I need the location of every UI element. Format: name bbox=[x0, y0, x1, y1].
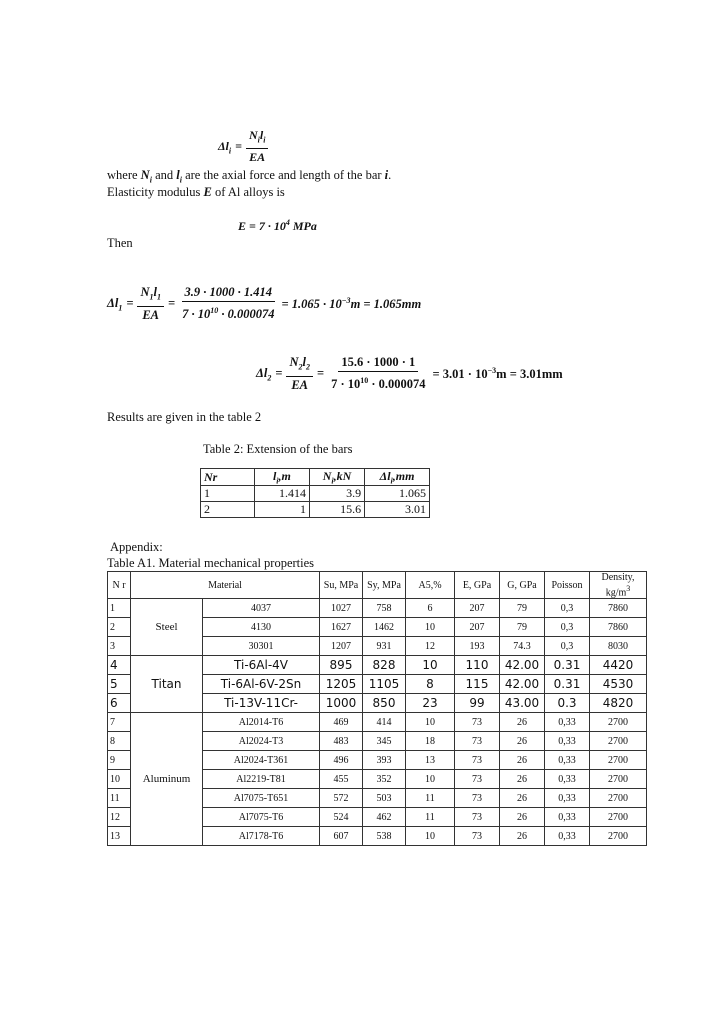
header-e: E, GPa bbox=[455, 572, 500, 599]
eq1-fraction: $\frac{N_il_i}{EA}$ bbox=[246, 128, 268, 165]
formula-elongation bbox=[218, 128, 268, 165]
table-row: 11 Al7075-T651 572 503 11 73 26 0,33 2700 bbox=[108, 789, 647, 808]
formula-delta-l1: $\Delta l_1$ = $\frac{N_1l_1}{EA}$ = $\frac{3.9 \cdot 1000 \cdot 1.414}{7 \cdot 10^{10} \cdot 0.000074}$ = $1.065 \cdot 10^{-3}m = 1.065mm$ bbox=[107, 285, 422, 322]
tableA1-caption: Table A1. Material mechanical properties bbox=[107, 556, 315, 570]
header-poisson: Poisson bbox=[545, 572, 590, 599]
header-g: G, GPa bbox=[500, 572, 545, 599]
table-row: 2 1 15.6 3.01 bbox=[201, 502, 430, 518]
table-row: 5 Ti-6Al-6V-2Sn 1205 1105 8 115 42.00 0.31 4530 bbox=[108, 675, 647, 694]
material-group-aluminum: Aluminum bbox=[131, 713, 203, 846]
table-header-row bbox=[108, 572, 647, 599]
header-a5: A5,% bbox=[406, 572, 455, 599]
table-row: 13 Al7178-T6 607 538 10 73 26 0,33 2700 bbox=[108, 827, 647, 846]
formula-delta-l2: $\Delta l_2$ = $\frac{N_2l_2}{EA}$ = $\frac{15.6 \cdot 1000 \cdot 1}{7 \cdot 10^{10} \cdot 0.000074}$ = $3.01 \cdot 10^{-3}m = 3.01mm$ bbox=[256, 355, 563, 392]
material-group-titan: Titan bbox=[131, 656, 203, 713]
header-nr: Nr bbox=[201, 469, 255, 486]
table-row: 3 30301 1207 931 12 193 74.3 0,3 8030 bbox=[108, 637, 647, 656]
table-row: 2 4130 1627 1462 10 207 79 0,3 7860 bbox=[108, 618, 647, 637]
table-row: 1 Steel 4037 1027 758 6 207 79 0,3 7860 bbox=[108, 599, 647, 618]
table-row: 10 Al2219-T81 455 352 10 73 26 0,33 2700 bbox=[108, 770, 647, 789]
table-row: 1 1.414 3.9 1.065 bbox=[201, 486, 430, 502]
extension-table bbox=[200, 468, 430, 518]
header-force: $N_i,kN$ bbox=[309, 469, 364, 486]
table-header-row bbox=[201, 469, 430, 486]
header-material: Material bbox=[131, 572, 320, 599]
text-elasticity-line: Elasticity modulus E of Al alloys is bbox=[107, 185, 285, 199]
equals-sign: = bbox=[235, 139, 242, 154]
material-group-steel: Steel bbox=[131, 599, 203, 656]
formula-modulus: $E = 7 \cdot 10^4$ MPa bbox=[238, 218, 317, 233]
header-sy: Sy, MPa bbox=[363, 572, 406, 599]
material-properties-table bbox=[107, 571, 647, 846]
header-n: N r bbox=[108, 572, 131, 599]
table-row: 6 Ti-13V-11Cr- 1000 850 23 99 43.00 0.3 4820 bbox=[108, 694, 647, 713]
header-extension: $\Delta l_i,mm$ bbox=[365, 469, 430, 486]
table-row: 9 Al2024-T361 496 393 13 73 26 0,33 2700 bbox=[108, 751, 647, 770]
header-density: Density, $kg/m^3$ bbox=[590, 572, 647, 599]
text-where-line: where $N_i$ and $l_i$ are the axial force and length of the bar i. bbox=[107, 168, 392, 185]
header-su: Su, MPa bbox=[320, 572, 363, 599]
eq1-lhs: $\Delta l_i$ bbox=[218, 138, 232, 155]
header-length: $l_i,m$ bbox=[254, 469, 309, 486]
appendix-heading: Appendix: bbox=[110, 540, 163, 554]
table-row: 8 Al2024-T3 483 345 18 73 26 0,33 2700 bbox=[108, 732, 647, 751]
table-row: 12 Al7075-T6 524 462 11 73 26 0,33 2700 bbox=[108, 808, 647, 827]
text-then: Then bbox=[107, 236, 133, 250]
table-row: 7 Aluminum Al2014-T6 469 414 10 73 26 0,33 2700 bbox=[108, 713, 647, 732]
table2-caption: Table 2: Extension of the bars bbox=[203, 442, 353, 456]
table-row: 4 Titan Ti-6Al-4V 895 828 10 110 42.00 0.31 4420 bbox=[108, 656, 647, 675]
text-results: Results are given in the table 2 bbox=[107, 410, 262, 424]
